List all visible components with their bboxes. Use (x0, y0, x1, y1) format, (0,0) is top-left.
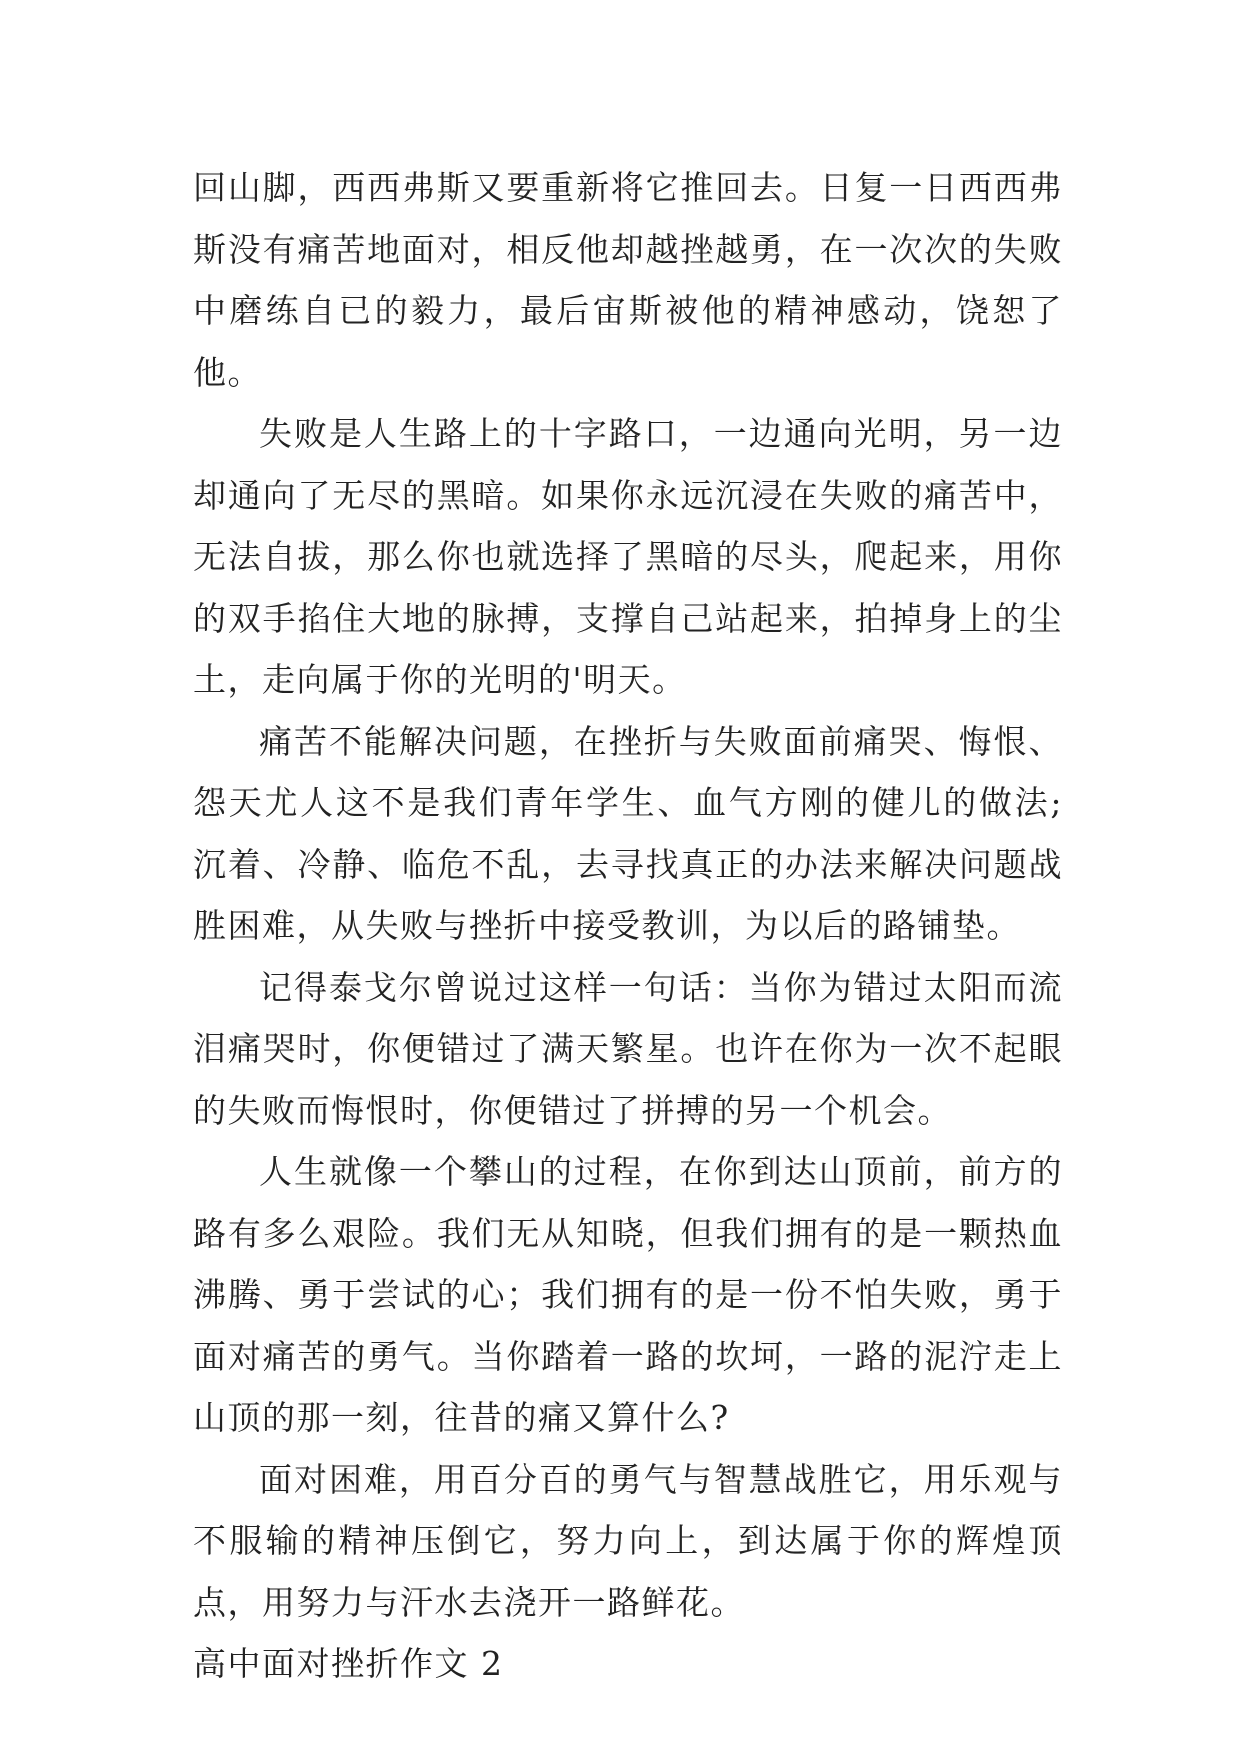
paragraph: 面对困难，用百分百的勇气与智慧战胜它，用乐观与不服输的精神压倒它，努力向上，到达属于你的辉煌顶点，用努力与汗水去浇开一路鲜花。 (193, 1459, 1063, 1622)
paragraph: 人生就像一个攀山的过程，在你到达山顶前，前方的路有多么艰险。我们无从知晓，但我们拥有的是一颗热血沸腾、勇于尝试的心；我们拥有的是一份不怕失败，勇于面对痛苦的勇气。当你踏着一路的坎坷，一路的泥泞走上山顶的那一刻，往昔的痛又算什么? (193, 1152, 1063, 1437)
paragraph: 失败是人生路上的十字路口，一边通向光明，另一边却通向了无尽的黑暗。如果你永远沉浸在失败的痛苦中，无法自拔，那么你也就选择了黑暗的尽头，爬起来，用你的双手掐住大地的脉搏，支撑自己站起来，拍掉身上的尘土，走向属于你的光明的'明天。 (193, 414, 1063, 699)
document-body (193, 157, 1063, 1695)
paragraph: 记得泰戈尔曾说过这样一句话：当你为错过太阳而流泪痛哭时，你便错过了满天繁星。也许在你为一次不起眼的失败而悔恨时，你便错过了拼搏的另一个机会。 (193, 967, 1063, 1130)
paragraph-continuation: 回山脚，西西弗斯又要重新将它推回去。日复一日西西弗斯没有痛苦地面对，相反他却越挫越勇，在一次次的失败中磨练自已的毅力，最后宙斯被他的精神感动，饶恕了他。 (193, 168, 1063, 392)
section-heading: 高中面对挫折作文 2 (193, 1644, 504, 1683)
paragraph: 痛苦不能解决问题，在挫折与失败面前痛哭、悔恨、怨天尤人这不是我们青年学生、血气方刚的健儿的做法;沉着、冷静、临危不乱，去寻找真正的办法来解决问题战胜困难，从失败与挫折中接受教训，为以后的路铺垫。 (193, 721, 1063, 945)
